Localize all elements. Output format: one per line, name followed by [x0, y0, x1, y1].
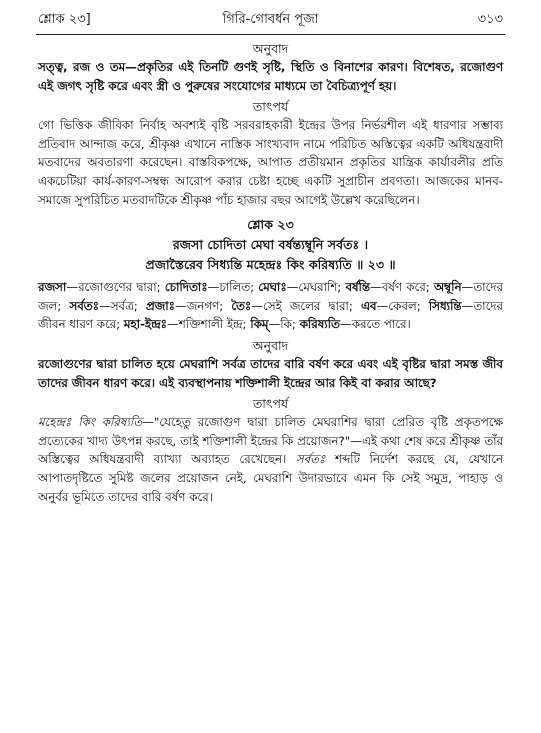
synonym-word: চোদিতাঃ: [164, 280, 208, 295]
translation-text-1: সত্ত্ব, রজ ও তম—প্রকৃতির এই তিনটি গুণই সৃষ্টি, স্থিতি ও বিনাশের কারণ। বিশেষত, রজোগুণ এই জগৎ সৃষ্টি করে এবং স্ত্রী ও পুরুষের সংযোগের মাধ্যমে তা বৈচিত্র্যপূর্ণ হয়।: [38, 60, 503, 93]
synonym-meaning: —করতে পারে।: [339, 317, 411, 332]
purport-term: সর্বতঃ: [295, 452, 326, 467]
verse-line-2: প্রজাস্তৈরেব সিধ্যন্তি মহেন্দ্রঃ কিং করিষ্যতি ॥ ২৩ ॥: [145, 257, 396, 273]
synonym-meaning: —মেঘরাশি;: [286, 280, 346, 295]
translation-heading-2: অনুবাদ: [252, 337, 289, 353]
synonym-meaning: —রজোগুণের দ্বারা;: [66, 280, 165, 295]
synonym-word: সর্বতঃ: [69, 298, 99, 313]
page-content: [38, 40, 503, 506]
synonym-meaning: —সেই জলের দ্বারা;: [251, 298, 361, 313]
purport-text-2: [38, 413, 503, 506]
synonym-meaning: —কেবল;: [376, 298, 429, 313]
running-header: [38, 10, 503, 30]
synonym-meaning: —শক্তিশালী ইন্দ্র;: [166, 317, 251, 332]
synonym-word: সিধ্যন্তি: [428, 298, 462, 313]
synonym-word: মেঘাঃ: [258, 280, 287, 295]
purport-text-1: গো ভিত্তিক জীবিকা নির্বাহ অবশ্যই বৃষ্টি সরবরাহকারী ইন্দ্রের উপর নির্ভরশীল এই ধারণার সম্ভাব্য প্রতিবাদ আন্দাজ করে, শ্রীকৃষ্ণ এখানে নাস্তিক সাংখ্যবাদ নামে পরিচিত অস্তিত্বের একটি অধিযন্ত্রবাদী মতবাদের অবতারণা করেছেন। বাস্তবিকপক্ষে, আপাত প্রতীয়মান প্রকৃতির যান্ত্রিক কার্যাবলীর প্রতি একচেটিয়া কার্য-কারণ-সম্বন্ধ আরোপ করার চেষ্টা হচ্ছে একটি সুপ্রাচীন প্রবণতা। আজকের মানব-সমাজে সুপরিচিত মতবাদটিকে শ্রীকৃষ্ণ পাঁচ হাজার বছর আগেই উল্লেখ করেছিলেন।: [38, 118, 503, 207]
page-number: ৩১৩: [477, 12, 503, 27]
synonym-meaning: —সর্বত্র;: [98, 298, 146, 313]
synonym-meaning: —তাদের জীবন ধারণ করে;: [38, 298, 503, 332]
synonym-meaning: —বর্ষণ করে;: [370, 280, 434, 295]
purport-body-part: —"যেহেতু রজোগুণ দ্বারা চালিত মেঘরাশির দ্বারা প্রেরিত বৃষ্টি প্রকৃতপক্ষে প্রত্যেকের খাদ্য উৎপন্ন করছে, তাই শক্তিশালী ইন্দ্রের কি প্রয়োজন?"—এই কথা শেষ করে শ্রীকৃষ্ণ তাঁর অস্তিত্বের অধিযন্ত্রবাদী ব্যাখ্যা অব্যাহত রেখেছেন।: [38, 415, 503, 467]
synonym-word: প্রজাঃ: [145, 298, 175, 313]
synonym-word: মহা-ইন্দ্রঃ: [123, 317, 167, 332]
translation-heading-1: অনুবাদ: [252, 41, 289, 56]
header-chapter-title: গিরি-গোবর্ধন পূজা: [222, 12, 319, 27]
synonyms: [38, 278, 503, 334]
synonym-word: রজসা: [38, 280, 67, 295]
verse-line-1: রজসা চোদিতা মেঘা বর্ষন্ত্যম্বূনি সর্বতঃ ।: [172, 237, 369, 253]
verse-title: শ্লোক ২৩: [247, 217, 294, 233]
synonym-meaning: —কি;: [268, 317, 300, 332]
header-verse-ref: শ্লোক ২৩]: [38, 12, 91, 27]
synonym-word: অম্বূনি: [433, 280, 462, 295]
synonym-meaning: —তাদের জল;: [38, 280, 503, 313]
synonym-word: কিম্: [250, 317, 269, 332]
synonym-word: তৈঃ: [231, 298, 252, 313]
synonym-meaning: —চালিত;: [207, 280, 259, 295]
synonym-meaning: —জনগণ;: [174, 298, 232, 313]
purport-heading-1: তাৎপর্য: [252, 99, 289, 115]
synonym-word: এব: [360, 298, 377, 313]
synonym-word: বর্ষন্তি: [345, 280, 371, 295]
purport-heading-2: তাৎপর্য: [252, 396, 289, 412]
translation-text-2: রজোগুণের দ্বারা চালিত হয়ে মেঘরাশি সর্বত্র তাদের বারি বর্ষণ করে এবং এই বৃষ্টির দ্বারা সমস্ত জীব তাদের জীবন ধারণ করে। এই ব্যবস্থাপনায় শক্তিশালী ইন্দ্রের আর কিই বা করার আছে?: [38, 356, 503, 390]
header-divider: [36, 34, 505, 35]
synonym-word: করিষ্যতি: [299, 317, 340, 332]
purport-body-part: শব্দটি নির্দেশ করছে যে, যেখানে আপাতদৃষ্টিতে সুমিষ্ট জলের প্রয়োজন নেই, মেঘরাশি উদারভাবে এমন কি সেই সমুদ্র, পাহাড় ও অনুর্বর ভূমিতে তাদের বারি বর্ষণ করে।: [38, 452, 503, 504]
purport-quote-term: মহেন্দ্রঃ কিং করিষ্যতি: [38, 415, 143, 430]
